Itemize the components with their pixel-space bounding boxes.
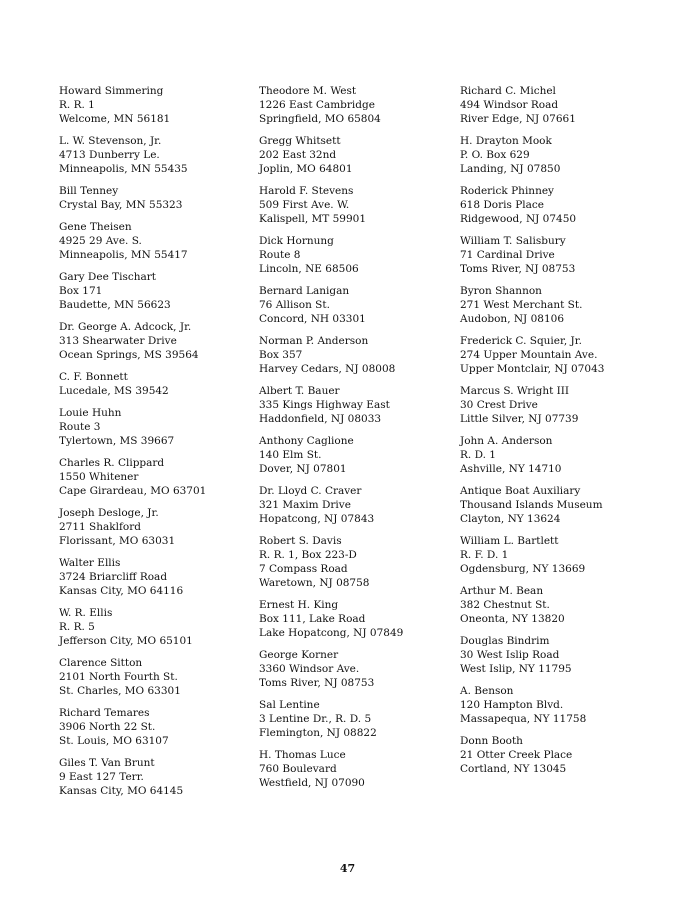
entry-address-line: 76 Allison St. xyxy=(259,299,330,311)
entry-name: William L. Bartlett xyxy=(460,535,559,547)
address-entry xyxy=(259,184,464,226)
address-entry xyxy=(59,656,264,698)
entry-name: Donn Booth xyxy=(460,735,523,747)
entry-address-line: 494 Windsor Road xyxy=(460,99,559,111)
address-entry xyxy=(59,506,264,548)
entry-address-line: 7 Compass Road xyxy=(259,563,348,575)
entry-name: C. F. Bonnett xyxy=(59,371,128,383)
entry-name: Joseph Desloge, Jr. xyxy=(59,507,159,519)
column-1 xyxy=(59,84,264,806)
entry-address-line: 120 Hampton Blvd. xyxy=(460,699,564,711)
entry-address-line: 4713 Dunberry Le. xyxy=(59,149,160,161)
address-entry xyxy=(259,534,464,590)
entry-name: Albert T. Bauer xyxy=(259,385,340,397)
entry-address-line: R. F. D. 1 xyxy=(460,549,509,561)
entry-name: Dr. Lloyd C. Craver xyxy=(259,485,362,497)
entry-address-line: Kansas City, MO 64145 xyxy=(59,785,184,797)
entry-address-line: Jefferson City, MO 65101 xyxy=(59,635,193,647)
entry-name: H. Thomas Luce xyxy=(259,749,346,761)
entry-name: L. W. Stevenson, Jr. xyxy=(59,135,162,147)
address-entry xyxy=(259,648,464,690)
entry-address-line: Waretown, NJ 08758 xyxy=(259,577,370,589)
entry-address-line: 30 West Islip Road xyxy=(460,649,560,661)
entry-address-line: 9 East 127 Terr. xyxy=(59,771,144,783)
address-entry xyxy=(460,334,665,376)
entry-address-line: 3906 North 22 St. xyxy=(59,721,156,733)
entry-name: Norman P. Anderson xyxy=(259,335,369,347)
entry-name: Marcus S. Wright III xyxy=(460,385,570,397)
entry-address-line: 509 First Ave. W. xyxy=(259,199,350,211)
address-entry xyxy=(259,84,464,126)
entry-address-line: 313 Shearwater Drive xyxy=(59,335,177,347)
entry-address-line: Florissant, MO 63031 xyxy=(59,535,176,547)
address-entry xyxy=(460,134,665,176)
address-entry xyxy=(259,748,464,790)
entry-address-line: Haddonfield, NJ 08033 xyxy=(259,413,382,425)
entry-address-line: 21 Otter Creek Place xyxy=(460,749,573,761)
entry-name: Walter Ellis xyxy=(59,557,121,569)
page-number: 47 xyxy=(339,862,356,875)
entry-name: John A. Anderson xyxy=(460,435,553,447)
entry-name: Douglas Bindrim xyxy=(460,635,550,647)
entry-name: Byron Shannon xyxy=(460,285,542,297)
entry-address-line: Concord, NH 03301 xyxy=(259,313,366,325)
entry-name: Antique Boat Auxiliary xyxy=(460,485,581,497)
entry-name: Bill Tenney xyxy=(59,185,119,197)
entry-name: Gary Dee Tischart xyxy=(59,271,157,283)
entry-address-line: 140 Elm St. xyxy=(259,449,322,461)
entry-address-line: Lucedale, MS 39542 xyxy=(59,385,169,397)
entry-address-line: Joplin, MO 64801 xyxy=(259,163,353,175)
entry-address-line: Ogdensburg, NY 13669 xyxy=(460,563,586,575)
entry-name: William T. Salisbury xyxy=(460,235,566,247)
entry-address-line: R. D. 1 xyxy=(460,449,496,461)
entry-address-line: 335 Kings Highway East xyxy=(259,399,390,411)
entry-address-line: Ashville, NY 14710 xyxy=(460,463,562,475)
entry-name: Giles T. Van Brunt xyxy=(59,757,155,769)
entry-address-line: Minneapolis, MN 55435 xyxy=(59,163,188,175)
entry-address-line: Audobon, NJ 08106 xyxy=(460,313,565,325)
entry-address-line: Lake Hopatcong, NJ 07849 xyxy=(259,627,404,639)
entry-address-line: Springfield, MO 65804 xyxy=(259,113,381,125)
address-entry xyxy=(259,698,464,740)
entry-address-line: Ridgewood, NJ 07450 xyxy=(460,213,577,225)
entry-address-line: Massapequa, NY 11758 xyxy=(460,713,587,725)
entry-name: W. R. Ellis xyxy=(59,607,113,619)
entry-address-line: Route 3 xyxy=(59,421,101,433)
entry-address-line: P. O. Box 629 xyxy=(460,149,530,161)
address-entry xyxy=(460,534,665,576)
entry-address-line: Box 111, Lake Road xyxy=(259,613,366,625)
entry-address-line: Welcome, MN 56181 xyxy=(59,113,171,125)
entry-name: Sal Lentine xyxy=(259,699,320,711)
entry-address-line: 1226 East Cambridge xyxy=(259,99,375,111)
entry-address-line: 3360 Windsor Ave. xyxy=(259,663,360,675)
entry-address-line: Cortland, NY 13045 xyxy=(460,763,567,775)
entry-name: Ernest H. King xyxy=(259,599,339,611)
entry-address-line: Hopatcong, NJ 07843 xyxy=(259,513,375,525)
entry-address-line: Little Silver, NJ 07739 xyxy=(460,413,579,425)
entry-address-line: Ocean Springs, MS 39564 xyxy=(59,349,199,361)
entry-name: Frederick C. Squier, Jr. xyxy=(460,335,582,347)
entry-name: Roderick Phinney xyxy=(460,185,554,197)
address-entry xyxy=(259,598,464,640)
address-entry xyxy=(259,484,464,526)
entry-address-line: Box 357 xyxy=(259,349,303,361)
entry-address-line: Clayton, NY 13624 xyxy=(460,513,561,525)
entry-name: Bernard Lanigan xyxy=(259,285,350,297)
address-entry xyxy=(59,370,264,398)
entry-address-line: Landing, NJ 07850 xyxy=(460,163,561,175)
entry-name: Clarence Sitton xyxy=(59,657,143,669)
entry-address-line: R. R. 1 xyxy=(59,99,95,111)
entry-name: Arthur M. Bean xyxy=(460,585,544,597)
entry-name: Richard Temares xyxy=(59,707,150,719)
address-entry xyxy=(259,384,464,426)
entry-name: Anthony Caglione xyxy=(259,435,354,447)
entry-address-line: Kansas City, MO 64116 xyxy=(59,585,184,597)
address-entry xyxy=(460,734,665,776)
address-entry xyxy=(460,84,665,126)
entry-address-line: Minneapolis, MN 55417 xyxy=(59,249,188,261)
column-2 xyxy=(259,84,464,798)
entry-address-line: 4925 29 Ave. S. xyxy=(59,235,142,247)
entry-name: Charles R. Clippard xyxy=(59,457,165,469)
address-entry xyxy=(460,684,665,726)
entry-name: Gene Theisen xyxy=(59,221,132,233)
entry-address-line: 1550 Whitener xyxy=(59,471,139,483)
address-entry xyxy=(259,434,464,476)
address-entry xyxy=(59,320,264,362)
address-entry xyxy=(460,384,665,426)
entry-address-line: 274 Upper Mountain Ave. xyxy=(460,349,598,361)
entry-name: Louie Huhn xyxy=(59,407,122,419)
entry-address-line: Toms River, NJ 08753 xyxy=(259,677,375,689)
address-entry xyxy=(460,234,665,276)
entry-address-line: Crystal Bay, MN 55323 xyxy=(59,199,183,211)
column-3 xyxy=(460,84,665,784)
entry-address-line: Kalispell, MT 59901 xyxy=(259,213,367,225)
entry-address-line: River Edge, NJ 07661 xyxy=(460,113,576,125)
entry-address-line: 321 Maxim Drive xyxy=(259,499,351,511)
address-entry xyxy=(259,134,464,176)
address-entry xyxy=(460,284,665,326)
address-entry xyxy=(59,220,264,262)
entry-address-line: Box 171 xyxy=(59,285,103,297)
entry-address-line: 760 Boulevard xyxy=(259,763,337,775)
entry-address-line: Baudette, MN 56623 xyxy=(59,299,171,311)
entry-name: Dr. George A. Adcock, Jr. xyxy=(59,321,192,333)
entry-address-line: Lincoln, NE 68506 xyxy=(259,263,359,275)
address-entry xyxy=(259,234,464,276)
entry-address-line: Flemington, NJ 08822 xyxy=(259,727,377,739)
address-entry xyxy=(59,184,264,212)
entry-address-line: 202 East 32nd xyxy=(259,149,337,161)
entry-address-line: Toms River, NJ 08753 xyxy=(460,263,576,275)
entry-name: Theodore M. West xyxy=(259,85,357,97)
address-entry xyxy=(59,706,264,748)
entry-address-line: 382 Chestnut St. xyxy=(460,599,550,611)
address-entry xyxy=(59,134,264,176)
entry-name: Gregg Whitsett xyxy=(259,135,341,147)
address-entry xyxy=(259,284,464,326)
entry-address-line: St. Charles, MO 63301 xyxy=(59,685,181,697)
entry-name: Robert S. Davis xyxy=(259,535,342,547)
address-entry xyxy=(59,270,264,312)
address-entry xyxy=(59,456,264,498)
entry-address-line: Harvey Cedars, NJ 08008 xyxy=(259,363,396,375)
entry-address-line: Upper Montclair, NJ 07043 xyxy=(460,363,605,375)
address-entry xyxy=(259,334,464,376)
address-entry xyxy=(460,634,665,676)
entry-address-line: 2711 Shaklford xyxy=(59,521,141,533)
entry-address-line: 3724 Briarcliff Road xyxy=(59,571,168,583)
entry-address-line: Thousand Islands Museum xyxy=(460,499,603,511)
entry-name: H. Drayton Mook xyxy=(460,135,552,147)
entry-name: A. Benson xyxy=(460,685,514,697)
entry-address-line: 3 Lentine Dr., R. D. 5 xyxy=(259,713,372,725)
entry-address-line: 30 Crest Drive xyxy=(460,399,538,411)
entry-address-line: St. Louis, MO 63107 xyxy=(59,735,169,747)
entry-address-line: Oneonta, NY 13820 xyxy=(460,613,565,625)
entry-address-line: R. R. 5 xyxy=(59,621,95,633)
entry-address-line: R. R. 1, Box 223-D xyxy=(259,549,357,561)
address-entry xyxy=(59,606,264,648)
entry-address-line: 2101 North Fourth St. xyxy=(59,671,178,683)
entry-address-line: 71 Cardinal Drive xyxy=(460,249,555,261)
entry-name: Howard Simmering xyxy=(59,85,164,97)
entry-address-line: 271 West Merchant St. xyxy=(460,299,583,311)
address-entry xyxy=(59,756,264,798)
entry-name: Harold F. Stevens xyxy=(259,185,354,197)
entry-name: Dick Hornung xyxy=(259,235,334,247)
address-entry xyxy=(59,84,264,126)
entry-address-line: West Islip, NY 11795 xyxy=(460,663,572,675)
address-entry xyxy=(59,556,264,598)
entry-address-line: Tylertown, MS 39667 xyxy=(59,435,175,447)
entry-address-line: Route 8 xyxy=(259,249,301,261)
address-entry xyxy=(59,406,264,448)
address-entry xyxy=(460,184,665,226)
entry-address-line: Westfield, NJ 07090 xyxy=(259,777,365,789)
address-entry xyxy=(460,484,665,526)
address-entry xyxy=(460,434,665,476)
entry-address-line: Cape Girardeau, MO 63701 xyxy=(59,485,207,497)
entry-name: Richard C. Michel xyxy=(460,85,556,97)
address-entry xyxy=(460,584,665,626)
entry-address-line: 618 Doris Place xyxy=(460,199,544,211)
entry-address-line: Dover, NJ 07801 xyxy=(259,463,347,475)
entry-name: George Korner xyxy=(259,649,339,661)
